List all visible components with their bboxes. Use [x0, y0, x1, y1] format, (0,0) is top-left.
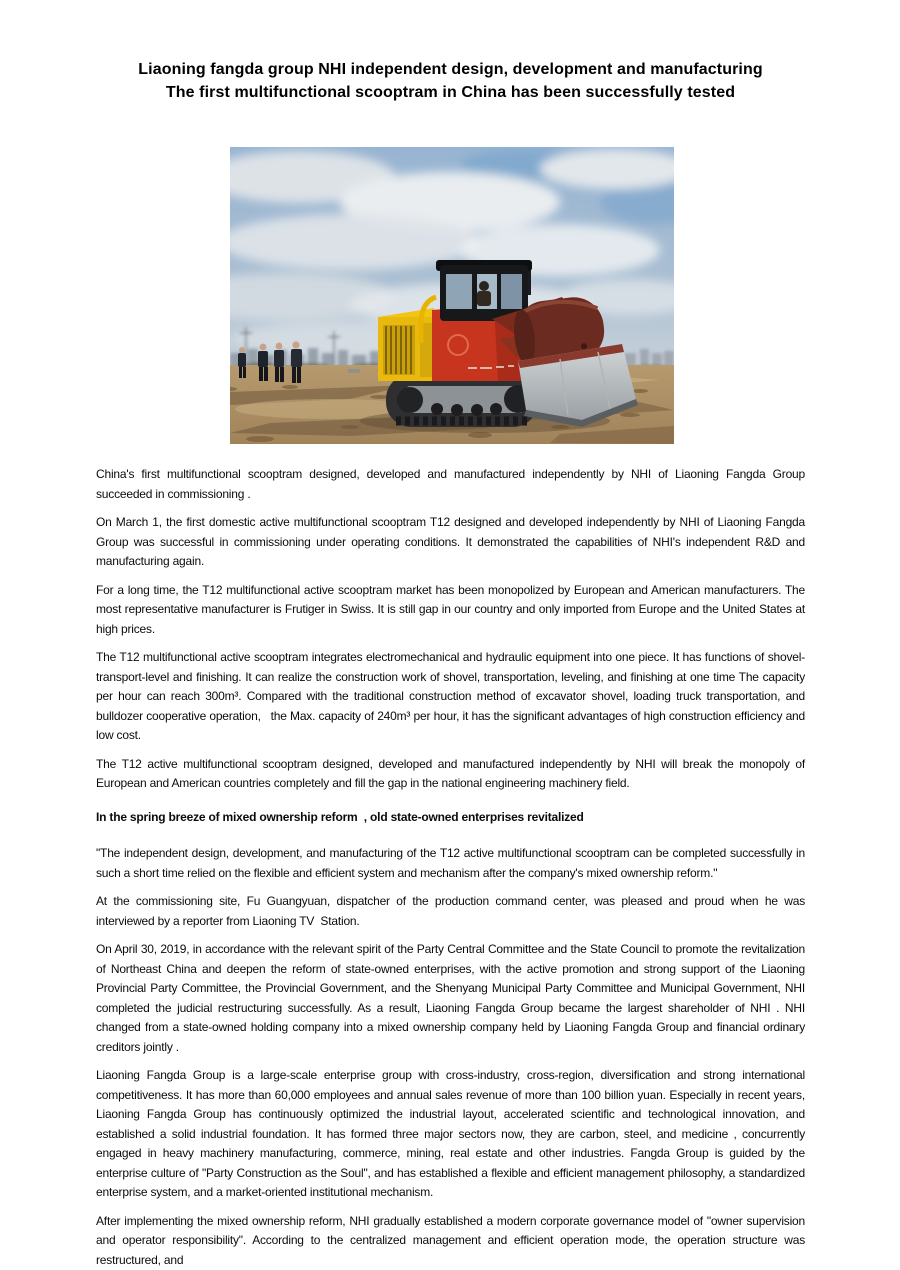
section-subheading: In the spring breeze of mixed ownership reform , old state-owned enterprises revitalized: [96, 808, 805, 828]
paragraph: "The independent design, development, and manufacturing of the T12 active multifunctional scooptram can be completed successfully in such a short time relied on the flexible and efficient system and mechanism after the company's mixed ownership reform.": [96, 844, 805, 883]
engine-section: [378, 308, 434, 381]
scooptram-test-photo: [230, 147, 674, 444]
document-title-line-1: Liaoning fangda group NHI independent design, development and manufacturing: [96, 58, 805, 81]
paragraph: China's first multifunctional scooptram designed, developed and manufactured independently by NHI of Liaoning Fangda Group succeeded in commissioning .: [96, 465, 805, 504]
paragraph: For a long time, the T12 multifunctional active scooptram market has been monopolized by European and American manufacturers. The most representative manufacturer is Frutiger in Swiss. It is still gap in our country and only imported from Europe and the United States at high prices.: [96, 581, 805, 640]
article-photo: [230, 147, 674, 444]
paragraph: Liaoning Fangda Group is a large-scale enterprise group with cross-industry, cross-region, diversification and strong international competitiveness. It has more than 60,000 employees and annual sales revenue of more than 100 billion yuan. Especially in recent years, Liaoning Fangda Group has continuously optimized the industrial layout, accelerated scientific and technological innovation, and established a solid industrial foundation. It has formed three major sectors now, they are carbon, steel, and medicine , concurrently engaged in heavy machinery manufacturing, commerce, mining, real estate and other industries. Fangda Group is guided by the enterprise culture of "Party Construction as the Soul", and has established a flexible and efficient management philosophy, a standardized enterprise system, and a market-oriented institutional mechanism.: [96, 1066, 805, 1203]
paragraph: The T12 multifunctional active scooptram integrates electromechanical and hydraulic equipment into one piece. It has functions of shovel-transport-level and finishing. It can realize the construction work of shovel, transportation, leveling, and finishing at one time The capacity per hour can reach 300m³. Compared with the traditional construction method of excavator shovel, loading truck transportation, and bulldozer cooperative operation, the Max. capacity of 240m³ per hour, it has the significant advantages of high construction efficiency and low cost.: [96, 648, 805, 746]
paragraph: On March 1, the first domestic active multifunctional scooptram T12 designed and developed independently by NHI of Liaoning Fangda Group was successful in commissioning under operating conditions. It demonstrated the capabilities of NHI's independent R&D and manufacturing again.: [96, 513, 805, 572]
paragraph: At the commissioning site, Fu Guangyuan, dispatcher of the production command center, was pleased and proud when he was interviewed by a reporter from Liaoning TV Station.: [96, 892, 805, 931]
track-assembly: [386, 374, 538, 427]
paragraph: The T12 active multifunctional scooptram designed, developed and manufactured independently by NHI will break the monopoly of European and American countries completely and fill the gap in the national engineering machinery field.: [96, 755, 805, 794]
paragraph: On April 30, 2019, in accordance with the relevant spirit of the Party Central Committee and the State Council to promote the revitalization of Northeast China and deepen the reform of state-owned enterprises, with the active promotion and strong support of the Liaoning Provincial Party Committee, the Provincial Government, and the Shenyang Municipal Party Committee and Municipal Government, NHI completed the judicial restructuring successfully. As a result, Liaoning Fangda Group became the largest shareholder of NHI . NHI changed from a state-owned holding company into a mixed ownership company held by Liaoning Fangda Group and financial ordinary creditors jointly .: [96, 940, 805, 1057]
document-title: [96, 0, 805, 104]
paragraph: After implementing the mixed ownership reform, NHI gradually established a modern corporate governance model of "owner supervision and operator responsibility". According to the centralized management and efficient operation mode, the operation structure was restructured, and: [96, 1212, 805, 1270]
document-title-line-2: The first multifunctional scooptram in China has been successfully tested: [96, 81, 805, 104]
article-body: [96, 465, 805, 1270]
